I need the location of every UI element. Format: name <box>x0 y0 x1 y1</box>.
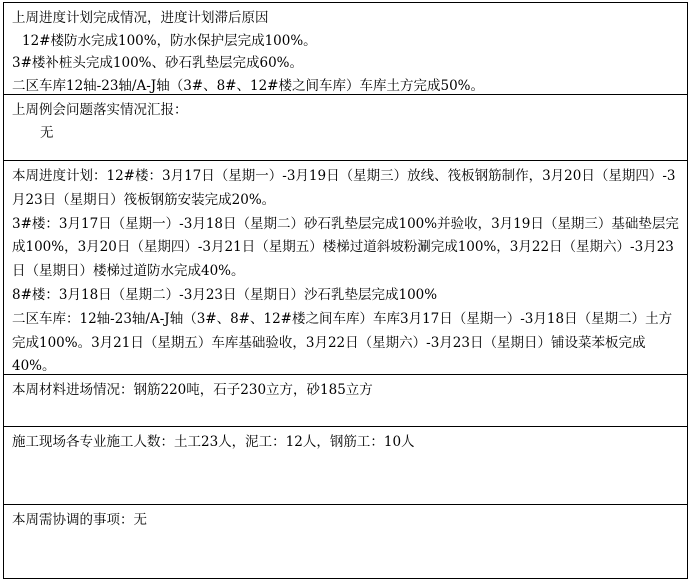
last-week-progress-line: 12#楼防水完成100%，防水保护层完成100%。 <box>22 32 317 49</box>
last-week-progress-line: 3#楼补桩头完成100%、砂石乳垫层完成60%。 <box>12 55 304 71</box>
coordination-text: 本周需协调的事项：无 <box>12 512 147 528</box>
plan-paragraph-3: 3#楼：3月17日（星期一）-3月18日（星期二）砂石乳垫层完成100%并验收，3月19日（星期三）基础垫层完成100%，3月20日（星期四）-3月21日（星期五）楼梯过道斜坡粉涮完成100%，3月22日（星期六）-3月23日（星期日）楼梯过道防水完成40%。 <box>12 215 679 280</box>
weekly-report-table <box>3 2 688 579</box>
materials-cell <box>4 375 687 427</box>
last-week-progress-heading: 上周进度计划完成情况，进度计划滞后原因 <box>12 10 269 26</box>
this-week-plan-cell <box>4 161 687 375</box>
materials-text: 本周材料进场情况：钢筋220吨，石子230立方，砂185立方 <box>12 382 373 398</box>
last-week-progress-line: 二区车库12轴-23轴/A-J轴（3#、8#、12#楼之间车库）车库土方完成50%。 <box>12 77 484 94</box>
plan-paragraph-12: 本周进度计划：12#楼：3月17日（星期一）-3月19日（星期三）放线、筏板钢筋制作，3月20日（星期四）-3月23日（星期日）筏板钢筋安装完成20%。 <box>12 168 676 208</box>
last-week-progress-cell <box>4 3 687 95</box>
coordination-cell <box>4 505 687 580</box>
meeting-issues-cell <box>4 95 687 161</box>
workers-text: 施工现场各专业施工人数：土工23人，泥工：12人，钢筋工：10人 <box>12 434 415 450</box>
plan-paragraph-garage: 二区车库：12轴-23轴/A-J轴（3#、8#、12#楼之间车库）车库3月17日（星期一）-3月18日（星期二）土方完成100%。3月21日（星期五）车库基础验收，3月22日（星期六）-3月23日（星期日）铺设菜苯板完成40%。 <box>12 310 673 375</box>
meeting-issues-heading: 上周例会问题落实情况汇报： <box>12 102 188 118</box>
plan-paragraph-8: 8#楼：3月18日（星期二）-3月23日（星期日）沙石乳垫层完成100% <box>12 286 438 303</box>
meeting-issues-content: 无 <box>40 124 54 141</box>
workers-cell <box>4 427 687 505</box>
